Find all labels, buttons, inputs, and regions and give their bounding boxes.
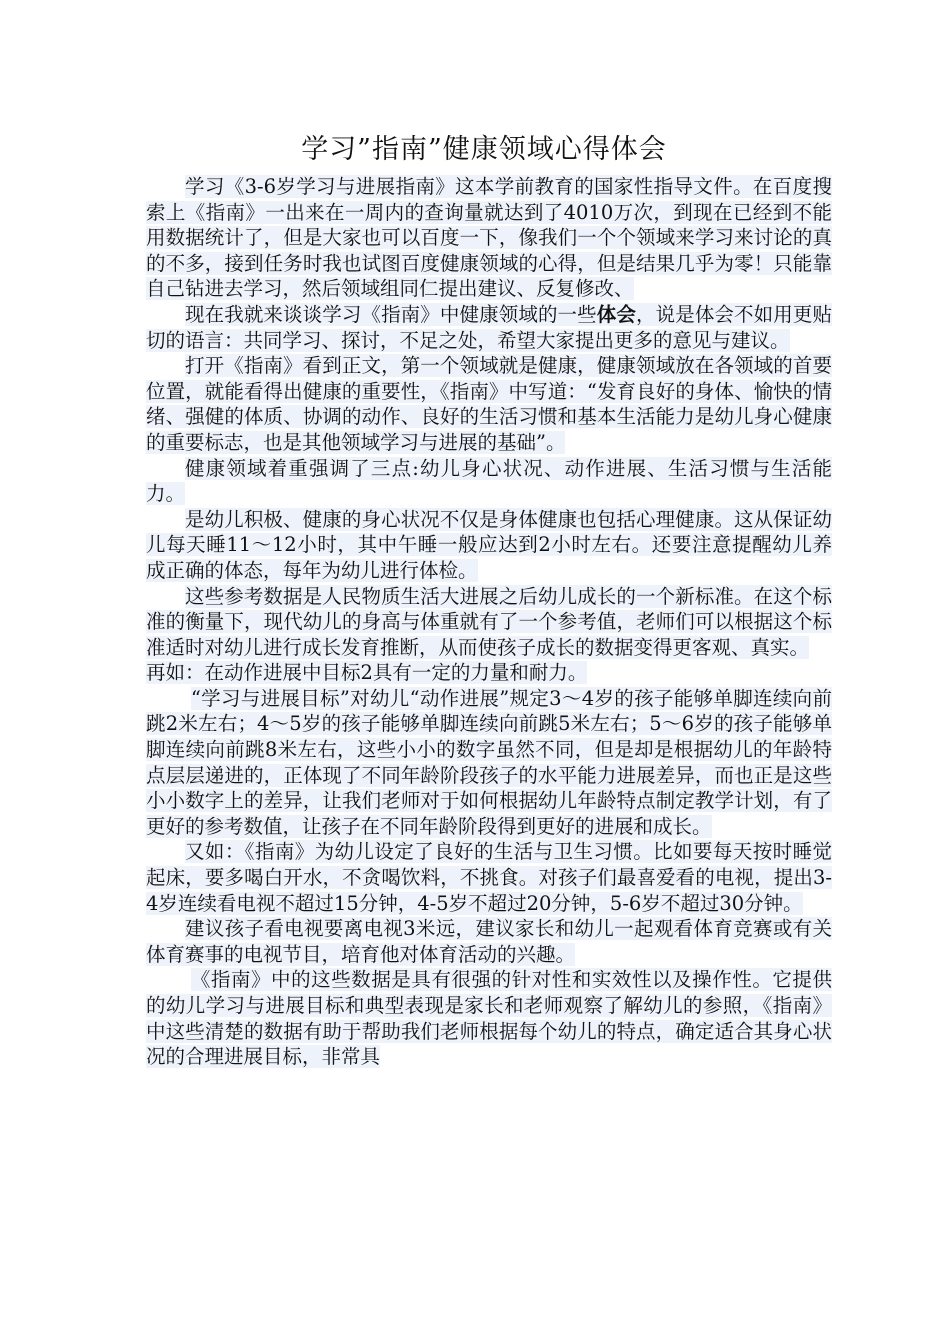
paragraph-9 — [146, 839, 832, 916]
paragraph-6-text: 这些参考数据是人民物质生活大进展之后幼儿成长的一个新标准。在这个标准的衡量下，现代幼儿的身高与体重就有了一个参考值，老师们可以根据这个标准适时对幼儿进行成长发育推断，从而使孩子成长的数据变得更客观、真实。 — [146, 584, 832, 659]
document-page — [146, 130, 832, 1070]
paragraph-3-text: 打开《指南》看到正文，第一个领域就是健康，健康领域放在各领域的首要位置，就能看得出健康的重要性，《指南》中写道：“发育良好的身体、愉快的情绪、强健的体质、协调的动作、良好的生活习惯和基本生活能力是幼儿身心健康的重要标志，也是其他领域学习与进展的基础”。 — [146, 354, 832, 454]
paragraph-3 — [146, 353, 832, 455]
paragraph-7-text: 再如：在动作进展中目标2具有一定的力量和耐力。 — [146, 661, 588, 685]
paragraph-2-bold-term: 体会 — [596, 302, 636, 326]
paragraph-11-text: 《指南》中的这些数据是具有很强的针对性和实效性以及操作性。它提供的幼儿学习与进展目标和典型表现是家长和老师观察了解幼儿的参照，《指南》中这些清楚的数据有助于帮助我们老师根据每个幼儿的特点，确定适合其身心状况的合理进展目标，非常具 — [146, 968, 832, 1069]
paragraph-8-text: “学习与进展目标”对幼儿“动作进展”规定3～4岁的孩子能够单脚连续向前跳2米左右；4～5岁的孩子能够单脚连续向前跳5米左右；5～6岁的孩子能够单脚连续向前跳8米左右，这些小小的数字虽然不同，但是却是根据幼儿的年龄特点层层递进的，正体现了不同年龄阶段孩子的水平能力进展差异，而也正是这些小小数字上的差异，让我们老师对于如何根据幼儿年龄特点制定教学计划，有了更好的参考数值，让孩子在不同年龄阶段得到更好的进展和成长。 — [146, 686, 832, 838]
paragraph-2 — [146, 302, 832, 353]
paragraph-11 — [146, 967, 832, 1069]
paragraph-5-text: 是幼儿积极、健康的身心状况不仅是身体健康也包括心理健康。这从保证幼儿每天睡11～12小时，其中午睡一般应达到2小时左右。还要注意提醒幼儿养成正确的体态，每年为幼儿进行体检。 — [146, 507, 832, 582]
paragraph-4-text: 健康领域着重强调了三点:幼儿身心状况、动作进展、生活习惯与生活能力。 — [146, 456, 832, 506]
paragraph-7 — [146, 660, 832, 686]
paragraph-1-text: 学习《3-6岁学习与进展指南》这本学前教育的国家性指导文件。在百度搜索上《指南》一出来在一周内的查询量就达到了4010万次，到现在已经到不能用数据统计了，但是大家也可以百度一下，像我们一个个领域来学习来讨论的真的不多，接到任务时我也试图百度健康领域的心得，但是结果几乎为零！只能靠自己钻进去学习，然后领域组同仁提出建议、反复修改、 — [146, 175, 832, 301]
paragraph-8 — [146, 686, 832, 840]
paragraph-9-text: 又如：《指南》为幼儿设定了良好的生活与卫生习惯。比如要每天按时睡觉起床，要多喝白开水，不贪喝饮料，不挑食。对孩子们最喜爱看的电视，提出3-4岁连续看电视不超过15分钟，4-5岁不超过20分钟，5-6岁不超过30分钟。 — [146, 840, 832, 915]
paragraph-2-text-before: 现在我就来谈谈学习《指南》中健康领域的一些 — [185, 302, 597, 326]
paragraph-2-text-after: ，说是体会不如用更贴切的语言：共同学习、探讨，不足之处，希望大家提出更多的意见与建议。 — [146, 302, 832, 352]
paragraph-1 — [146, 174, 832, 302]
paragraph-5 — [146, 507, 832, 584]
paragraph-6 — [146, 584, 832, 661]
document-title: 学习”指南”健康领域心得体会 — [301, 134, 667, 165]
paragraph-10-text: 建议孩子看电视要离电视3米远，建议家长和幼儿一起观看体育竞赛或有关体育赛事的电视节目，培育他对体育活动的兴趣。 — [146, 917, 832, 966]
paragraph-4 — [146, 456, 832, 507]
paragraph-10 — [146, 916, 832, 967]
